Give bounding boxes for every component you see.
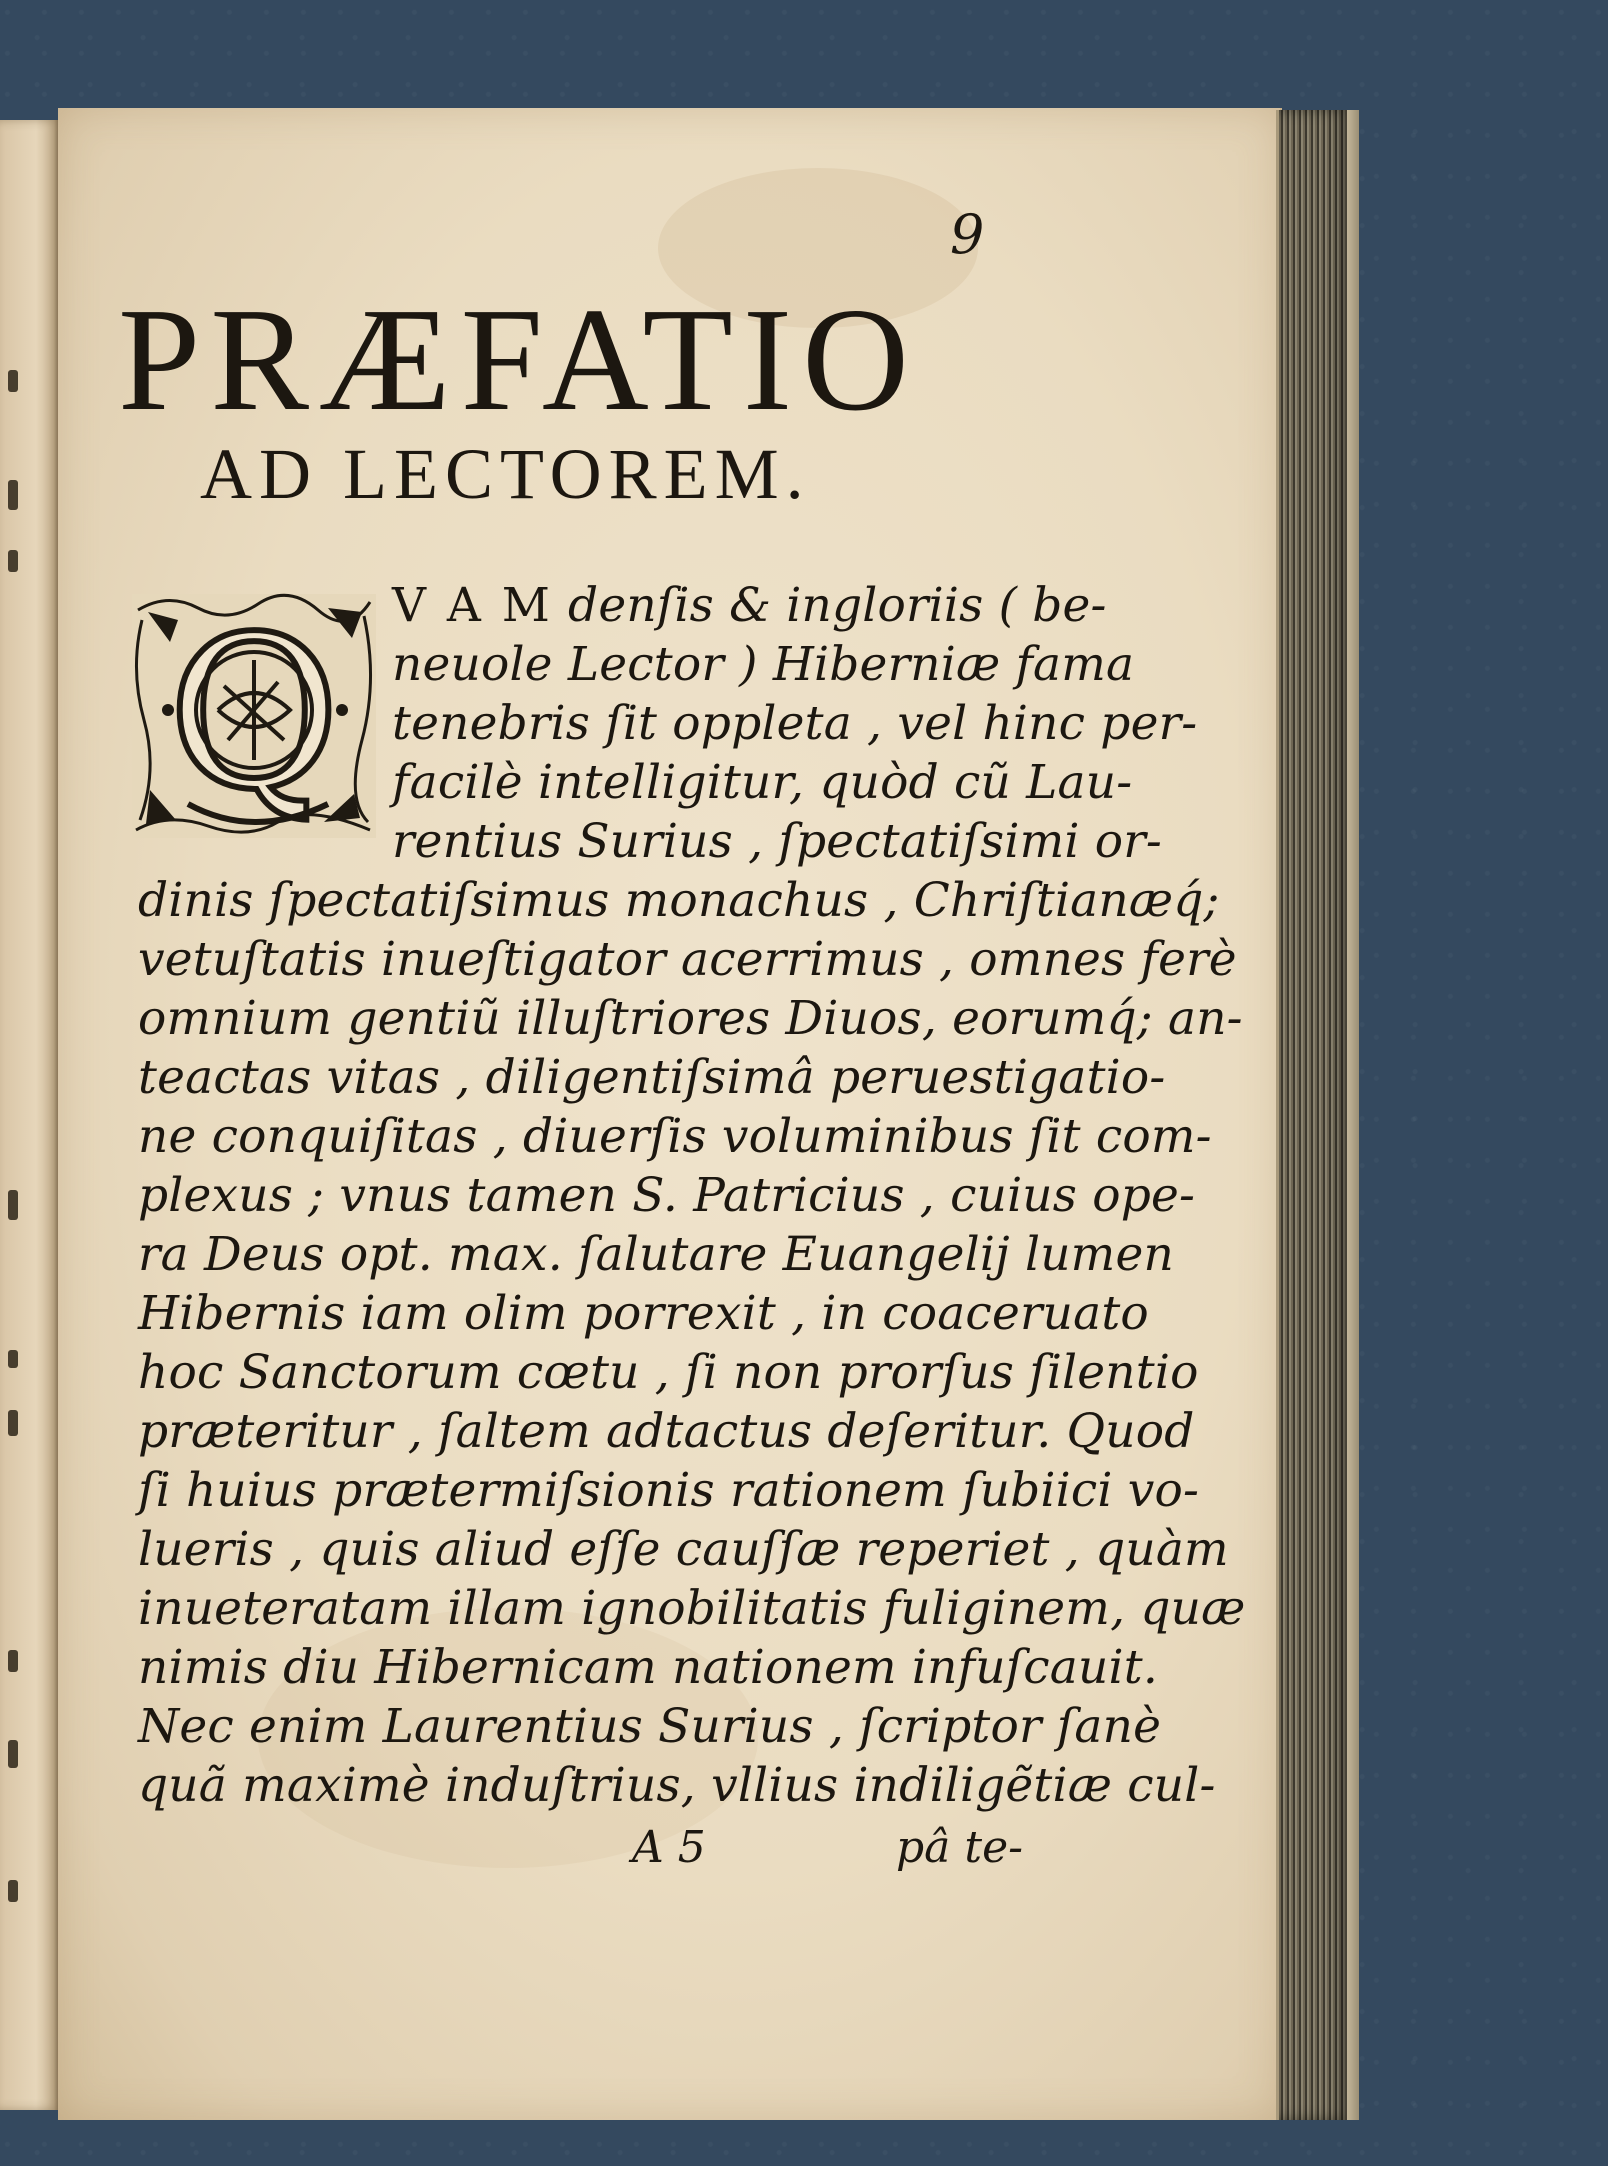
text-line-9: teactas vitas , diligentiſsimâ peruestigatio-: [138, 1050, 1166, 1105]
text-line-15: præteritur , ſaltem adtactus deſeritur. Quod: [138, 1404, 1195, 1459]
signature-mark: A 5: [632, 1822, 706, 1873]
text-line-21: quã maximè induſtrius, vllius indiligẽtiæ cul-: [138, 1758, 1216, 1813]
text-line-1: V A M denſis & ingloriis ( be-: [392, 578, 1107, 633]
text-line-19: nimis diu Hibernicam nationem infuſcauit.: [138, 1640, 1158, 1695]
text-line-6: dinis ſpectatiſsimus monachus , Chriſtianæq́;: [138, 873, 1220, 928]
text-line-17: lueris , quis aliud eſſe cauſſæ reperiet , quàm: [138, 1522, 1229, 1577]
text-line-14: hoc Sanctorum cœtu , ſi non prorſus ſilentio: [138, 1345, 1199, 1400]
text-line-5: rentius Surius , ſpectatiſsimi or-: [392, 814, 1162, 869]
text-line-16: ſi huius prætermiſsionis rationem ſubiici vo-: [138, 1463, 1200, 1518]
text-line-11: plexus ; vnus tamen S. Patricius , cuius ope-: [138, 1168, 1196, 1223]
catchword: pâ te-: [896, 1822, 1023, 1873]
page-subtitle: AD LECTOREM.: [200, 434, 811, 514]
text-line-3: tenebris ſit oppleta , vel hinc per-: [392, 696, 1198, 751]
text-line-2: neuole Lector ) Hiberniæ fama: [392, 637, 1135, 692]
svg-text:Q: Q: [167, 591, 341, 836]
text-line-4: facilè intelligitur, quòd cũ Lau-: [392, 755, 1133, 810]
opening-caps: V A M: [392, 578, 553, 633]
text-line-20: Nec enim Laurentius Surius , ſcriptor ſanè: [138, 1699, 1162, 1754]
page-title: PRÆFATIO: [118, 278, 919, 442]
text-line-10: ne conquiſitas , diuerſis voluminibus ſit com-: [138, 1109, 1212, 1164]
text-line-8: omnium gentiũ illuſtriores Diuos, eorumq́; an-: [138, 991, 1243, 1046]
page-number: 9: [950, 203, 985, 266]
decorated-initial-q-icon: [128, 590, 380, 842]
text-line-18: inueteratam illam ignobilitatis fuliginem, quæ: [138, 1581, 1246, 1636]
text-line-7: vetuſtatis inueſtigator acerrimus , omnes ferè: [138, 932, 1237, 987]
text-line-13: Hibernis iam olim porrexit , in coaceruato: [138, 1286, 1149, 1341]
text-line-12: ra Deus opt. max. ſalutare Euangelij lumen: [138, 1227, 1174, 1282]
